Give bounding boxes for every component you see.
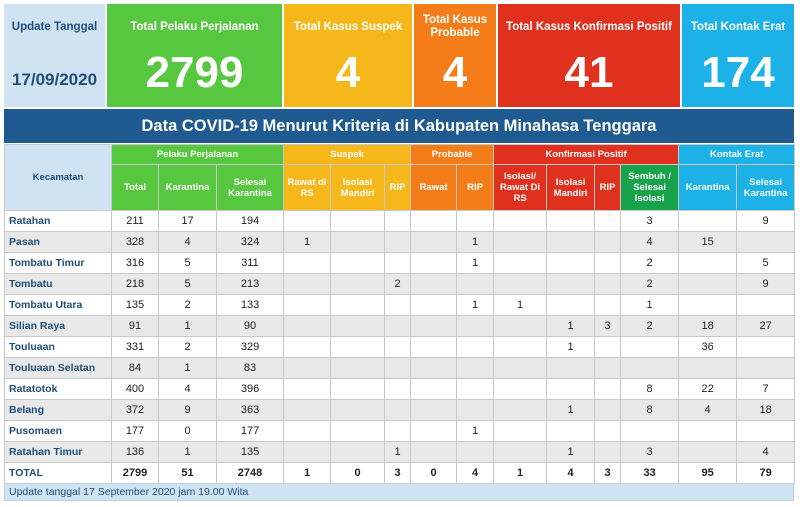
table-cell: 3 (595, 463, 621, 484)
table-cell: 4 (621, 232, 679, 253)
table-cell: 3 (621, 442, 679, 463)
table-cell: 51 (159, 463, 217, 484)
table-cell: 18 (679, 316, 737, 337)
table-cell (595, 358, 621, 379)
header-rawat-rs: Rawat di RS (284, 165, 331, 211)
header-kontak-selesai: Selesai Karantina (737, 165, 795, 211)
table-cell (494, 274, 547, 295)
table-cell: 211 (112, 211, 159, 232)
table-cell (494, 400, 547, 421)
header-group-probable: Probable (411, 145, 494, 165)
table-cell (411, 400, 457, 421)
table-cell (737, 358, 795, 379)
table-cell: 3 (595, 316, 621, 337)
table-cell (331, 295, 385, 316)
total-probable-value: 4 (442, 48, 468, 97)
kecamatan-name: Silian Raya (5, 316, 112, 337)
table-cell: 1 (494, 295, 547, 316)
table-cell: 177 (112, 421, 159, 442)
table-cell (595, 442, 621, 463)
table-cell (494, 211, 547, 232)
table-cell (411, 232, 457, 253)
table-row (5, 400, 795, 421)
table-cell: 133 (217, 295, 284, 316)
total-kontak-value: 174 (701, 48, 775, 97)
table-cell: 400 (112, 379, 159, 400)
kecamatan-name: Tombatu (5, 274, 112, 295)
table-cell (457, 337, 494, 358)
table-cell (331, 337, 385, 358)
table-cell: 27 (737, 316, 795, 337)
table-cell (547, 274, 595, 295)
table-cell (411, 379, 457, 400)
table-cell (385, 232, 411, 253)
table-cell (679, 358, 737, 379)
table-cell: 90 (217, 316, 284, 337)
table-cell: 2 (385, 274, 411, 295)
table-cell: 84 (112, 358, 159, 379)
table-cell (284, 274, 331, 295)
table-cell (331, 232, 385, 253)
table-cell: 135 (217, 442, 284, 463)
table-cell: 0 (411, 463, 457, 484)
table-cell: 91 (112, 316, 159, 337)
kecamatan-name: Pasan (5, 232, 112, 253)
table-cell (411, 274, 457, 295)
table-cell: 2 (621, 253, 679, 274)
table-cell: 2748 (217, 463, 284, 484)
table-cell (457, 400, 494, 421)
header-group-konfirmasi: Konfirmasi Positif (494, 145, 679, 165)
table-title: Data COVID-19 Menurut Kriteria di Kabupaten Minahasa Tenggara (4, 109, 794, 143)
total-suspek-box (284, 4, 412, 107)
table-cell: 9 (159, 400, 217, 421)
table-cell (547, 379, 595, 400)
table-cell: 7 (737, 379, 795, 400)
total-konfirmasi-value: 41 (564, 48, 614, 97)
table-cell (547, 253, 595, 274)
table-cell: 135 (112, 295, 159, 316)
table-row (5, 358, 795, 379)
table-cell (457, 442, 494, 463)
table-cell (331, 442, 385, 463)
table-cell: 4 (679, 400, 737, 421)
table-row (5, 316, 795, 337)
table-cell (547, 232, 595, 253)
table-cell (547, 295, 595, 316)
total-kontak-label: Total Kontak Erat (690, 21, 786, 33)
table-cell: 17 (159, 211, 217, 232)
total-pelaku-box (107, 4, 282, 107)
table-cell (494, 421, 547, 442)
table-cell (595, 421, 621, 442)
table-cell (385, 400, 411, 421)
table-row (5, 253, 795, 274)
table-cell: 1 (159, 316, 217, 337)
table-cell: 36 (679, 337, 737, 358)
table-cell (284, 295, 331, 316)
table-cell (595, 211, 621, 232)
kecamatan-name: TOTAL (5, 463, 112, 484)
table-cell (679, 442, 737, 463)
total-pelaku-label: Total Pelaku Perjalanan (130, 21, 259, 33)
table-cell (494, 379, 547, 400)
table-row (5, 421, 795, 442)
table-cell: 1 (457, 253, 494, 274)
table-cell: 136 (112, 442, 159, 463)
table-cell: 9 (737, 274, 795, 295)
table-cell (411, 421, 457, 442)
total-konfirmasi-box (498, 4, 680, 107)
table-cell (331, 379, 385, 400)
table-row (5, 295, 795, 316)
table-cell: 83 (217, 358, 284, 379)
kecamatan-name: Ratahan Timur (5, 442, 112, 463)
table-cell (385, 337, 411, 358)
table-cell (547, 421, 595, 442)
table-cell: 363 (217, 400, 284, 421)
table-cell (494, 442, 547, 463)
table-cell: 1 (159, 442, 217, 463)
table-cell: 1 (284, 232, 331, 253)
table-cell: 1 (457, 232, 494, 253)
table-cell (595, 253, 621, 274)
header-rip-probable: RIP (457, 165, 494, 211)
table-cell (284, 337, 331, 358)
table-cell (411, 295, 457, 316)
table-cell (737, 337, 795, 358)
table-cell (331, 421, 385, 442)
table-cell (595, 400, 621, 421)
total-probable-label: Total Kasus Probable (422, 14, 488, 39)
table-cell (737, 295, 795, 316)
header-rawat: Rawat (411, 165, 457, 211)
table-cell (331, 358, 385, 379)
kecamatan-name: Touluaan (5, 337, 112, 358)
header-selesai-karantina: Selesai Karantina (217, 165, 284, 211)
kecamatan-name: Ratahan (5, 211, 112, 232)
table-cell (621, 421, 679, 442)
table-cell (284, 421, 331, 442)
table-cell (385, 211, 411, 232)
header-group-pelaku: Pelaku Perjalanan (112, 145, 284, 165)
table-cell (331, 274, 385, 295)
total-probable-box (414, 4, 496, 107)
kecamatan-name: Tombatu Utara (5, 295, 112, 316)
kecamatan-name: Tombatu Timur (5, 253, 112, 274)
table-cell (331, 253, 385, 274)
header-rip-suspek: RIP (385, 165, 411, 211)
table-cell (621, 358, 679, 379)
table-cell (385, 379, 411, 400)
table-cell (457, 211, 494, 232)
table-cell: 1 (457, 421, 494, 442)
table-cell: 8 (621, 379, 679, 400)
kecamatan-name: Ratatotok (5, 379, 112, 400)
header-isolasi-mandiri: Isolasi Mandiri (331, 165, 385, 211)
table-cell (284, 379, 331, 400)
total-konfirmasi-label: Total Kasus Konfirmasi Positif (506, 21, 672, 33)
table-cell (385, 316, 411, 337)
header-total: Total (112, 165, 159, 211)
table-cell: 79 (737, 463, 795, 484)
table-cell: 2 (159, 337, 217, 358)
table-cell (494, 337, 547, 358)
table-cell: 194 (217, 211, 284, 232)
table-body (5, 211, 795, 484)
table-cell (457, 316, 494, 337)
table-cell: 2 (621, 316, 679, 337)
table-cell: 329 (217, 337, 284, 358)
table-cell (595, 232, 621, 253)
table-cell (679, 295, 737, 316)
header-rip-konfirmasi: RIP (595, 165, 621, 211)
table-cell: 1 (385, 442, 411, 463)
table-cell: 95 (679, 463, 737, 484)
update-date-box (4, 4, 105, 107)
table-cell (494, 253, 547, 274)
table-cell: 2 (621, 274, 679, 295)
header-karantina: Karantina (159, 165, 217, 211)
table-cell (679, 211, 737, 232)
total-row (5, 463, 795, 484)
table-cell (457, 274, 494, 295)
table-cell (284, 253, 331, 274)
covid-data-table (4, 144, 795, 484)
table-cell: 3 (621, 211, 679, 232)
table-cell (284, 316, 331, 337)
table-cell (494, 232, 547, 253)
table-cell (595, 379, 621, 400)
table-cell (457, 379, 494, 400)
table-cell (595, 337, 621, 358)
table-cell: 8 (621, 400, 679, 421)
table-cell: 316 (112, 253, 159, 274)
table-cell (457, 358, 494, 379)
table-cell: 5 (159, 274, 217, 295)
table-cell (621, 337, 679, 358)
table-cell (284, 442, 331, 463)
table-cell: 0 (159, 421, 217, 442)
table-cell: 5 (159, 253, 217, 274)
table-cell (679, 253, 737, 274)
table-cell: 213 (217, 274, 284, 295)
table-cell: 1 (621, 295, 679, 316)
table-cell (737, 421, 795, 442)
table-cell: 1 (284, 463, 331, 484)
header-isolasi-mandiri-konfirmasi: Isolasi Mandiri (547, 165, 595, 211)
table-row (5, 232, 795, 253)
total-pelaku-value: 2799 (145, 48, 244, 97)
table-cell: 33 (621, 463, 679, 484)
table-cell: 15 (679, 232, 737, 253)
table-cell (385, 421, 411, 442)
table-cell (494, 316, 547, 337)
kecamatan-name: Pusomaen (5, 421, 112, 442)
table-cell (385, 253, 411, 274)
table-cell (679, 421, 737, 442)
table-cell: 4 (737, 442, 795, 463)
table-cell (411, 211, 457, 232)
table-cell (411, 337, 457, 358)
header-group-kontak: Kontak Erat (679, 145, 795, 165)
table-cell: 1 (159, 358, 217, 379)
table-cell (411, 253, 457, 274)
update-date-label: Update Tanggal (11, 21, 98, 33)
table-row (5, 379, 795, 400)
table-cell: 2 (159, 295, 217, 316)
header-kontak-karantina: Karantina (679, 165, 737, 211)
table-cell: 311 (217, 253, 284, 274)
table-cell (284, 358, 331, 379)
table-cell: 1 (494, 463, 547, 484)
table-cell (411, 316, 457, 337)
table-cell: 9 (737, 211, 795, 232)
table-cell: 177 (217, 421, 284, 442)
table-cell: 1 (457, 295, 494, 316)
table-cell: 396 (217, 379, 284, 400)
table-cell (331, 400, 385, 421)
table-cell: 218 (112, 274, 159, 295)
table-cell (331, 211, 385, 232)
table-cell (547, 358, 595, 379)
table-cell (284, 211, 331, 232)
table-cell: 2799 (112, 463, 159, 484)
table-row (5, 442, 795, 463)
table-cell: 1 (547, 337, 595, 358)
kecamatan-name: Belang (5, 400, 112, 421)
total-suspek-label: Total Kasus Suspek (293, 21, 403, 33)
table-cell: 4 (159, 379, 217, 400)
table-cell (595, 274, 621, 295)
total-kontak-box (682, 4, 794, 107)
table-row (5, 274, 795, 295)
table-cell (385, 358, 411, 379)
table-cell (595, 295, 621, 316)
table-cell (411, 442, 457, 463)
header-kecamatan: Kecamatan (5, 145, 112, 211)
table-cell (547, 211, 595, 232)
table-cell: 1 (547, 316, 595, 337)
table-cell (679, 274, 737, 295)
header-group-suspek: Suspek (284, 145, 411, 165)
table-cell: 5 (737, 253, 795, 274)
table-cell: 324 (217, 232, 284, 253)
update-date-value: 17/09/2020 (11, 70, 98, 89)
table-cell: 22 (679, 379, 737, 400)
table-cell: 4 (159, 232, 217, 253)
table-cell: 18 (737, 400, 795, 421)
kecamatan-name: Touluaan Selatan (5, 358, 112, 379)
table-cell: 331 (112, 337, 159, 358)
table-cell: 4 (547, 463, 595, 484)
table-cell: 372 (112, 400, 159, 421)
table-cell: 1 (547, 442, 595, 463)
summary-bar (4, 4, 794, 107)
table-cell (331, 316, 385, 337)
table-cell: 0 (331, 463, 385, 484)
table-cell (411, 358, 457, 379)
table-cell (385, 295, 411, 316)
table-row (5, 211, 795, 232)
header-isolasi-rawat-rs: Isolasi/ Rawat Di RS (494, 165, 547, 211)
table-cell (494, 358, 547, 379)
header-sembuh: Sembuh / Selesai Isolasi (621, 165, 679, 211)
table-row (5, 337, 795, 358)
table-cell: 3 (385, 463, 411, 484)
update-footer: Update tanggal 17 September 2020 jam 19.00 Wita (4, 483, 794, 501)
table-cell: 4 (457, 463, 494, 484)
table-cell (737, 232, 795, 253)
table-cell: 328 (112, 232, 159, 253)
total-suspek-value: 4 (335, 48, 361, 97)
table-cell (284, 400, 331, 421)
table-cell: 1 (547, 400, 595, 421)
